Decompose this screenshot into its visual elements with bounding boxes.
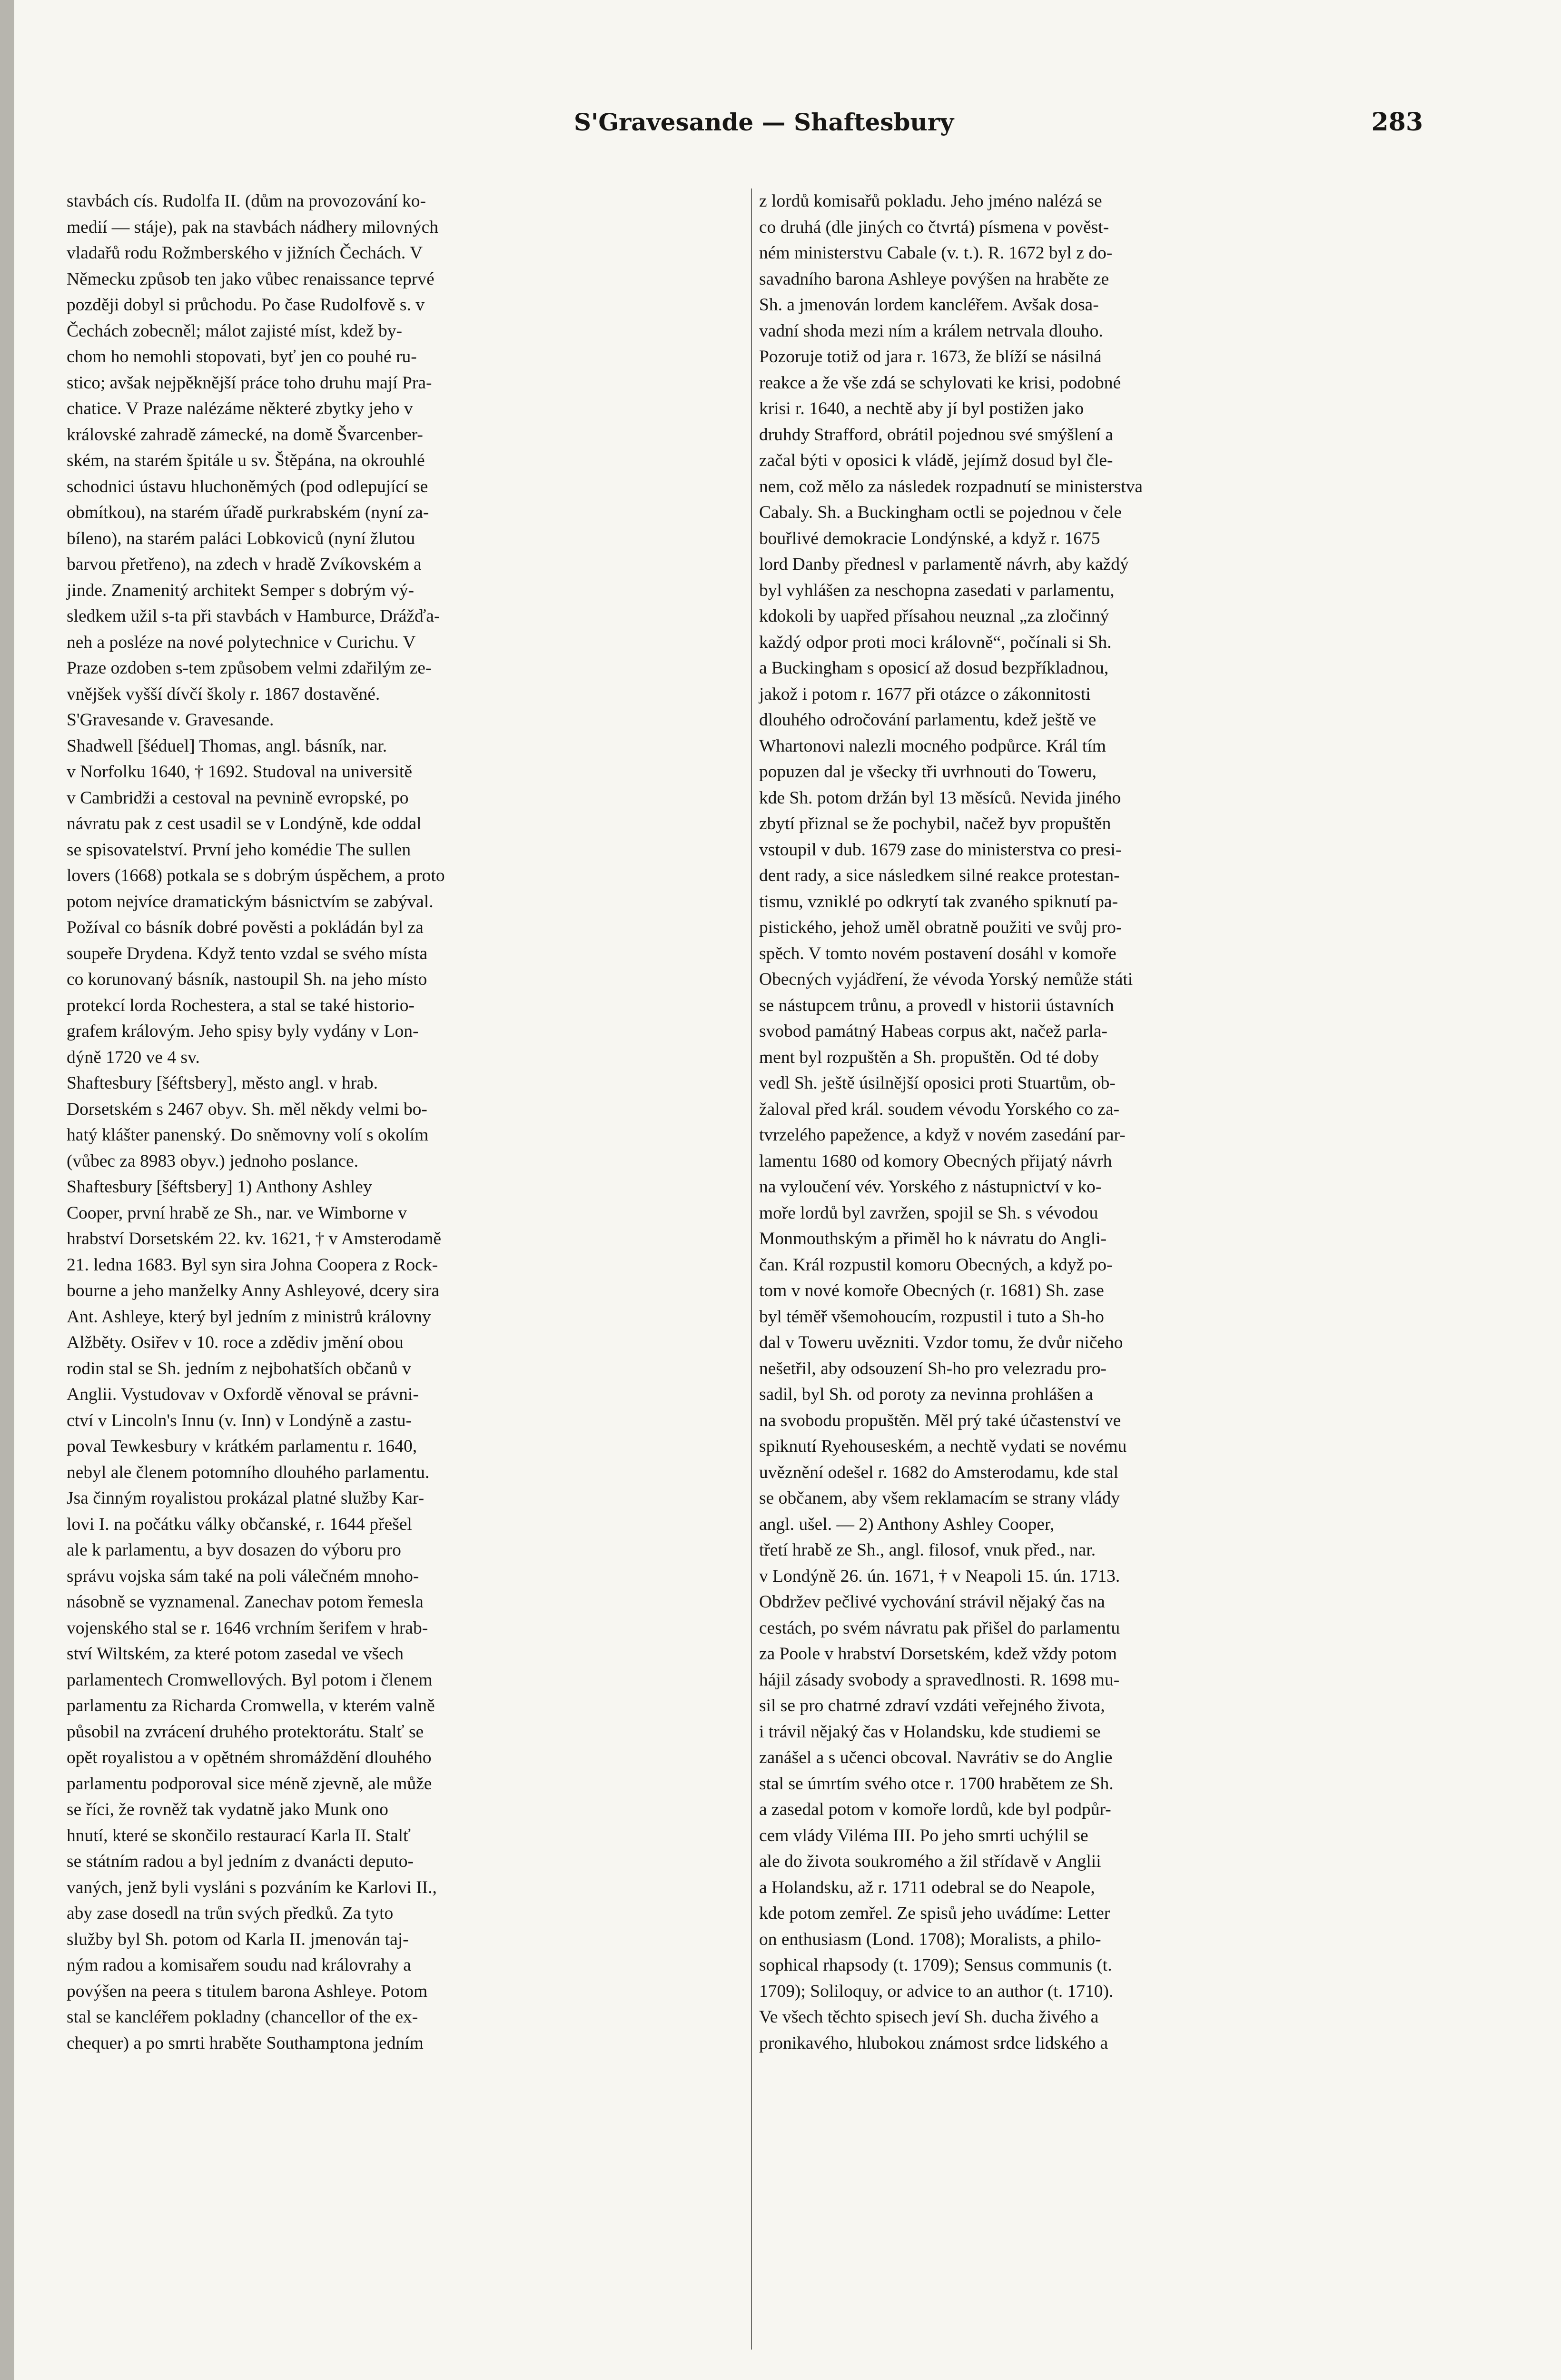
text-line: ctví v Lincoln's Innu (v. Inn) v Londýně a zastu- [67,1410,412,1430]
text-line: Obdržev pečlivé vychování strávil nějaký čas na [759,1592,1105,1612]
text-line: Whartonovi nalezli mocného podpůrce. Král tím [759,736,1106,756]
text-line: byl téměř všemohoucím, rozpustil i tuto a Sh-ho [759,1307,1104,1327]
text-line: pistického, jehož uměl obratně použiti ve svůj pro- [759,918,1122,937]
text-line: dal v Toweru uvězniti. Vzdor tomu, že dvůr ničeho [759,1333,1123,1352]
text-line: nešetřil, aby odsouzení Sh-ho pro velezradu pro- [759,1359,1107,1378]
text-line: uvěznění odešel r. 1682 do Amsterodamu, kde stal [759,1462,1119,1482]
text-line: reakce a že vše zdá se schylovati ke krisi, podobné [759,373,1121,393]
text-line: správu vojska sám také na poli válečném mnoho- [67,1566,419,1586]
page-header [71,106,1423,144]
text-line: později dobyl si průchodu. Po čase Rudolfově s. v [67,295,425,315]
text-line: se spisovatelství. První jeho komédie The sullen [67,840,411,860]
text-line: parlamentu podporoval sice méně zjevně, ale může [67,1774,432,1794]
text-line: vadní shoda mezi ním a králem netrvala dlouho. [759,321,1103,341]
text-line: hatý klášter panenský. Do sněmovny volí s okolím [67,1125,429,1145]
text-line: ském, na starém špitále u sv. Štěpána, na okrouhlé [67,451,425,470]
text-line: Pozoruje totiž od jara r. 1673, že blíží se násilná [759,347,1102,367]
text-line: parlamentu za Richarda Cromwella, v kterém valně [67,1696,435,1716]
text-line: se říci, že rovněž tak vydatně jako Munk ono [67,1800,388,1819]
text-line: na vyloučení vév. Yorského z nástupnictví v ko- [759,1177,1102,1197]
text-line: barvou přetřeno), na zdech v hradě Zvíkovském a [67,555,422,574]
text-line: ným radou a komisařem soudu nad královrahy a [67,1955,411,1975]
text-line: se nástupcem trůnu, a provedl v historii ústavních [759,995,1114,1015]
text-line: chatice. V Praze nalézáme některé zbytky jeho v [67,399,413,418]
text-line: savadního barona Ashleye povýšen na hraběte ze [759,269,1109,289]
text-line: vladařů rodu Rožmberského v jižních Čechách. V [67,243,423,263]
text-line: čan. Král rozpustil komoru Obecných, a když po- [759,1255,1113,1275]
text-line: stavbách cís. Rudolfa II. (dům na provozování ko- [67,191,426,211]
page-number: 283 [1371,108,1423,137]
text-line: hrabství Dorsetském 22. kv. 1621, † v Amsterodamě [67,1229,442,1249]
text-line: sledkem užil s-ta při stavbách v Hamburce, Drážďa- [67,606,440,626]
text-line: Německu způsob ten jako vůbec renaissance teprvé [67,269,435,289]
text-line: se státním radou a byl jedním z dvanácti deputo- [67,1852,414,1871]
text-line: návratu pak z cest usadil se v Londýně, kde oddal [67,814,422,833]
text-line: obmítkou), na starém úřadě purkrabském (nyní za- [67,503,429,522]
text-line: tvrzelého papežence, a když v novém zasedání par- [759,1125,1126,1145]
column-divider [751,188,752,2350]
text-line: Obecných vyjádření, že vévoda Yorský nemůže státi [759,970,1133,989]
text-line: tom v nové komoře Obecných (r. 1681) Sh. zase [759,1281,1104,1300]
text-line: a Buckingham s oposicí až dosud bezpříkladnou, [759,658,1109,678]
text-line: Dorsetském s 2467 obyv. Sh. měl někdy velmi bo- [67,1099,427,1119]
text-line: nebyl ale členem potomního dlouhého parlamentu. [67,1462,430,1482]
text-line: sil se pro chatrné zdraví vzdáti veřejného života, [759,1696,1105,1716]
text-line: Monmouthským a přiměl ho k návratu do Angli- [759,1229,1107,1249]
text-line: v Londýně 26. ún. 1671, † v Neapoli 15. ún. 1713. [759,1566,1120,1586]
text-line: parlamentech Cromwellových. Byl potom i členem [67,1670,433,1690]
text-line: kdokoli by uapřed přísahou neuznal „za zločinný [759,606,1109,626]
text-line: vedl Sh. ještě úsilnější oposici proti Stuartům, ob- [759,1073,1116,1093]
text-line: ale do života soukromého a žil střídavě v Anglii [759,1852,1101,1871]
text-line: soupeře Drydena. Když tento vzdal se svého místa [67,943,428,963]
text-line: Požíval co básník dobré pověsti a pokládán byl za [67,918,424,937]
text-line: spiknutí Ryehouseském, a nechtě vydati se novému [759,1437,1127,1456]
text-line: kde potom zemřel. Ze spisů jeho uvádíme: Letter [759,1904,1110,1923]
text-line: lamentu 1680 od komory Obecných přijatý návrh [759,1151,1112,1171]
text-line: (vůbec za 8983 obyv.) jednoho poslance. [67,1151,359,1171]
text-line: medií — stáje), pak na stavbách nádhery milovných [67,217,439,237]
left-text-column [67,188,745,2350]
text-line: angl. ušel. — 2) Anthony Ashley Cooper, [759,1514,1055,1534]
text-line: lovi I. na počátku války občanské, r. 1644 přešel [67,1514,412,1534]
text-line: aby zase dosedl na trůn svých předků. Za tyto [67,1904,394,1923]
text-line: Praze ozdoben s-tem způsobem velmi zdařilým ze- [67,658,432,678]
text-line: stal se kancléřem pokladny (chancellor of the ex- [67,2007,418,2027]
text-line: Čechách zobecněl; málot zajisté míst, kdež by- [67,321,402,341]
text-line: Anglii. Vystudovav v Oxfordě věnoval se právni- [67,1385,419,1404]
text-line: zbytí přiznal se že pochybil, načež byv propuštěn [759,814,1111,833]
text-line: Shadwell [šéduel] Thomas, angl. básník, nar. [67,736,387,756]
text-line: grafem královým. Jeho spisy byly vydány v Lon- [67,1021,419,1041]
text-line: ale k parlamentu, a byv dosazen do výboru pro [67,1540,401,1560]
text-line: Shaftesbury [šéftsbery] 1) Anthony Ashley [67,1177,372,1197]
text-line: rodin stal se Sh. jedním z nejbohatších občanů v [67,1359,411,1378]
text-line: i trávil nějaký čas v Holandsku, kde studiemi se [759,1722,1101,1742]
text-line: neh a posléze na nové polytechnice v Curichu. V [67,632,416,652]
text-line: krisi r. 1640, a nechtě aby jí byl postižen jako [759,399,1084,418]
text-line: se občanem, aby všem reklamacím se strany vlády [759,1488,1120,1508]
text-line: byl vyhlášen za neschopna zasedati v parlamentu, [759,580,1115,600]
text-line: hájil zásady svobody a spravedlnosti. R. 1698 mu- [759,1670,1120,1690]
text-line: moře lordů byl zavržen, spojil se Sh. s vévodou [759,1203,1098,1223]
text-line: vstoupil v dub. 1679 zase do ministerstva co presi- [759,840,1122,860]
text-line: spěch. V tomto novém postavení dosáhl v komoře [759,943,1116,963]
text-line: dlouhého odročování parlamentu, kdež ještě ve [759,710,1097,730]
text-line: vojenského stal se r. 1646 vrchním šerifem v hrab- [67,1618,428,1638]
text-line: a Holandsku, až r. 1711 odebral se do Neapole, [759,1877,1095,1897]
text-line: 1709); Soliloquy, or advice to an author (t. 1710). [759,1981,1114,2001]
text-line: Ant. Ashleye, který byl jedním z ministrů královny [67,1307,431,1327]
text-line: stico; avšak nejpěknější práce toho druhu mají Pra- [67,373,432,393]
text-line: Cooper, první hrabě ze Sh., nar. ve Wimborne v [67,1203,407,1223]
text-line: z lordů komisařů pokladu. Jeho jméno nalézá se [759,191,1102,211]
text-line: co druhá (dle jiných co čtvrtá) písmena v pověst- [759,217,1109,237]
text-line: popuzen dal je všecky tři uvrhnouti do Toweru, [759,762,1097,782]
text-line: on enthusiasm (Lond. 1708); Moralists, a philo- [759,1929,1101,1949]
text-line: co korunovaný básník, nastoupil Sh. na jeho místo [67,970,427,989]
text-line: S'Gravesande v. Gravesande. [67,710,274,730]
text-line: na svobodu propuštěn. Měl prý také účastenství ve [759,1410,1121,1430]
text-line: pronikavého, hlubokou známost srdce lidského a [759,2033,1108,2053]
text-line: Shaftesbury [šéftsbery], město angl. v hrab. [67,1073,378,1093]
running-head: S'Gravesande — Shaftesbury [573,108,954,136]
text-line: jinde. Znamenitý architekt Semper s dobrým vý- [67,580,415,600]
text-line: povýšen na peera s titulem barona Ashleye. Potom [67,1981,428,2001]
text-line: stal se úmrtím svého otce r. 1700 hrabětem ze Sh. [759,1774,1114,1794]
right-text-column [759,188,1437,2350]
text-line: služby byl Sh. potom od Karla II. jmenován taj- [67,1929,409,1949]
text-line: cestách, po svém návratu pak přišel do parlamentu [759,1618,1120,1638]
text-line: Jsa činným royalistou prokázal platné služby Kar- [67,1488,425,1508]
text-line: ství Wiltském, za které potom zasedal ve všech [67,1644,404,1664]
text-line: bíleno), na starém paláci Lobkoviců (nyní žlutou [67,528,415,548]
text-line: Cabaly. Sh. a Buckingham octli se pojednou v čele [759,503,1122,522]
text-line: hnutí, které se skončilo restaurací Karla II. Stalť [67,1825,411,1845]
text-line: svobod památný Habeas corpus akt, načež parla- [759,1021,1108,1041]
text-line: 21. ledna 1683. Byl syn sira Johna Coopera z Rock- [67,1255,438,1275]
text-line: bourne a jeho manželky Anny Ashleyové, dcery sira [67,1281,440,1300]
text-line: královské zahradě zámecké, na domě Švarcenber- [67,425,423,445]
text-line: schodnici ústavu hluchoněmých (pod odlepující se [67,476,428,496]
text-line: kde Sh. potom držán byl 13 měsíců. Nevida jiného [759,788,1121,808]
text-line: žaloval před král. soudem vévodu Yorského co za- [759,1099,1120,1119]
text-line: dent rady, a sice následkem silné reakce protestan- [759,866,1120,885]
text-line: bouřlivé demokracie Londýnské, a když r. 1675 [759,528,1100,548]
text-line: sadil, byl Sh. od poroty za nevinna prohlášen a [759,1385,1093,1404]
text-line: začal býti v oposici k vládě, jejímž dosud byl čle- [759,451,1113,470]
text-line: jakož i potom r. 1677 při otázce o zákonnitosti [759,684,1091,704]
text-line: ném ministerstvu Cabale (v. t.). R. 1672 byl z do- [759,243,1113,263]
text-line: opět royalistou a v opětném shromáždění dlouhého [67,1748,432,1767]
text-line: sophical rhapsody (t. 1709); Sensus communis (t. [759,1955,1112,1975]
text-line: chom ho nemohli stopovati, byť jen co pouhé ru- [67,347,417,367]
text-line: vnějšek vyšší dívčí školy r. 1867 dostavěné. [67,684,380,704]
text-line: lovers (1668) potkala se s dobrým úspěchem, a proto [67,866,445,885]
text-line: protekcí lorda Rochestera, a stal se také historio- [67,995,415,1015]
text-line: vaných, jenž byli vysláni s pozváním ke Karlovi II., [67,1877,437,1897]
text-line: tismu, vzniklé po odkrytí tak zvaného spiknutí pa- [759,892,1118,912]
text-line: každý odpor proti moci královně“, počínali si Sh. [759,632,1112,652]
text-line: Sh. a jmenován lordem kancléřem. Avšak dosa- [759,295,1099,315]
text-line: lord Danby přednesl v parlamentě návrh, aby každý [759,555,1129,574]
text-line: poval Tewkesbury v krátkém parlamentu r. 1640, [67,1437,417,1456]
page-edge-shadow [0,0,14,2380]
text-line: násobně se vyznamenal. Zanechav potom řemesla [67,1592,424,1612]
text-line: dýně 1720 ve 4 sv. [67,1047,200,1067]
text-line: v Norfolku 1640, † 1692. Studoval na universitě [67,762,412,782]
text-line: Alžběty. Osiřev v 10. roce a zdědiv jmění obou [67,1333,404,1352]
text-line: a zasedal potom v komoře lordů, kde byl podpůr- [759,1800,1111,1819]
text-line: potom nejvíce dramatickým básnictvím se zabýval. [67,892,434,912]
text-line: ment byl rozpuštěn a Sh. propuštěn. Od té doby [759,1047,1099,1067]
text-line: nem, což mělo za následek rozpadnutí se ministerstva [759,476,1143,496]
text-line: zanášel a s učenci obcoval. Navrátiv se do Anglie [759,1748,1113,1767]
text-line: chequer) a po smrti hraběte Southamptona jedním [67,2033,424,2053]
text-line: druhdy Strafford, obrátil pojednou své smýšlení a [759,425,1113,445]
text-line: působil na zvrácení druhého protektorátu. Stalť se [67,1722,424,1742]
text-line: za Poole v hrabství Dorsetském, kdež vždy potom [759,1644,1117,1664]
text-line: třetí hrabě ze Sh., angl. filosof, vnuk před., nar. [759,1540,1096,1560]
text-line: cem vlády Viléma III. Po jeho smrti uchýlil se [759,1825,1088,1845]
text-line: Ve všech těchto spisech jeví Sh. ducha živého a [759,2007,1099,2027]
text-line: v Cambridži a cestoval na pevnině evropské, po [67,788,409,808]
